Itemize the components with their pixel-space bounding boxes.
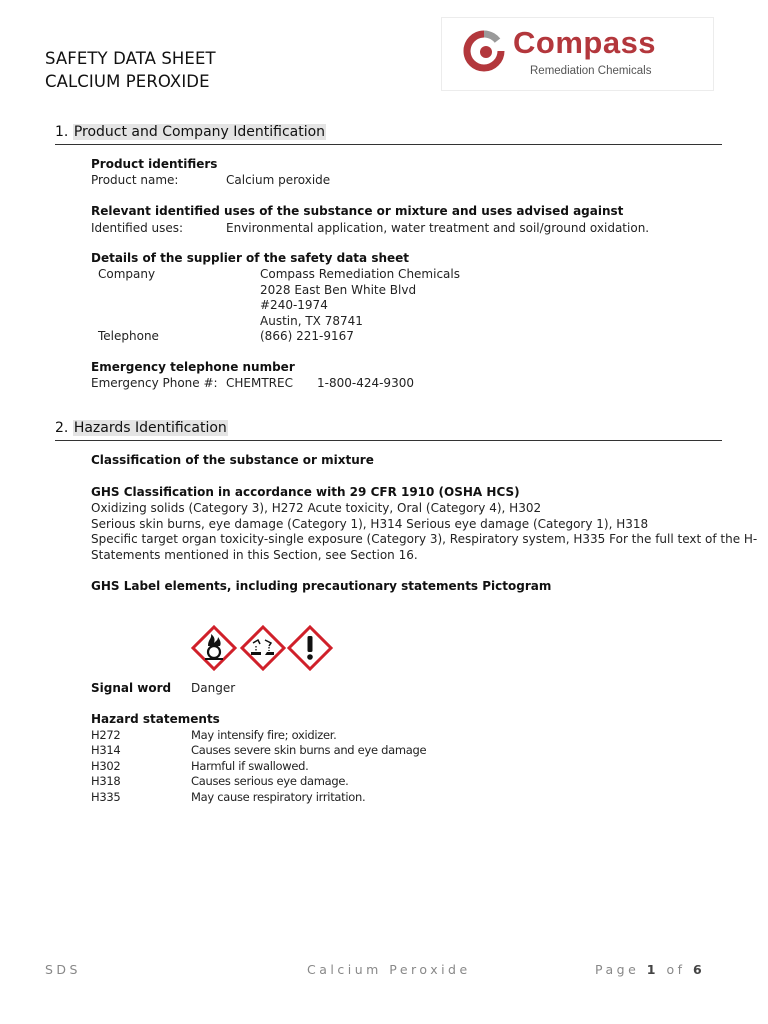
- signal-word-value: Danger: [191, 681, 236, 695]
- identified-uses-label: Identified uses:: [91, 221, 184, 235]
- section-2-heading: [55, 420, 228, 436]
- footer-left: SDS: [45, 962, 81, 977]
- company-name: Compass Remediation Chemicals: [260, 267, 460, 281]
- company-suite: #240-1974: [260, 298, 328, 312]
- signal-word-label: Signal word: [91, 681, 172, 695]
- footer-page-total: 6: [692, 962, 706, 977]
- compass-swirl-icon: [462, 29, 506, 73]
- ghs-line-1: Oxidizing solids (Category 3), H272 Acute toxicity, Oral (Category 4), H302: [91, 501, 542, 515]
- emergency-provider: CHEMTREC: [226, 376, 293, 390]
- company-label: Company: [98, 267, 156, 281]
- hazard-text: May intensify fire; oxidizer.: [191, 728, 337, 742]
- footer-center: Calcium Peroxide: [307, 962, 471, 977]
- footer-page-of: of: [666, 962, 686, 977]
- company-logo: [441, 17, 714, 91]
- exclamation-mark-icon: [287, 625, 333, 671]
- hazard-text: Causes serious eye damage.: [191, 774, 349, 788]
- ghs-classification-heading: GHS Classification in accordance with 29 CFR 1910 (OSHA HCS): [91, 485, 520, 499]
- identified-uses-value: Environmental application, water treatment and soil/ground oxidation.: [226, 221, 650, 235]
- emergency-number: 1-800-424-9300: [317, 376, 414, 390]
- hazard-text: May cause respiratory irritation.: [191, 790, 366, 804]
- hazard-code: H335: [91, 790, 121, 804]
- hazard-code: H318: [91, 774, 121, 788]
- hazard-code: H314: [91, 743, 121, 757]
- emergency-label: Emergency Phone #:: [91, 376, 218, 390]
- footer-page-current: 1: [646, 962, 659, 977]
- company-city: Austin, TX 78741: [260, 314, 363, 328]
- ghs-line-4: Statements mentioned in this Section, see Section 16.: [91, 548, 418, 562]
- ghs-line-3: Specific target organ toxicity-single exposure (Category 3), Respiratory system, H335 For the full text of the H-: [91, 532, 758, 546]
- product-name-value: Calcium peroxide: [226, 173, 331, 187]
- label-elements-heading: GHS Label elements, including precautionary statements Pictogram: [91, 579, 552, 593]
- logo-tagline: Remediation Chemicals: [530, 65, 652, 77]
- hazard-text: Causes severe skin burns and eye damage: [191, 743, 427, 757]
- flame-over-circle-icon: [191, 625, 237, 671]
- telephone-value: (866) 221-9167: [260, 329, 354, 343]
- telephone-label: Telephone: [98, 329, 159, 343]
- emergency-heading: Emergency telephone number: [91, 360, 295, 374]
- company-street: 2028 East Ben White Blvd: [260, 283, 417, 297]
- classification-heading: Classification of the substance or mixture: [91, 453, 374, 467]
- section-2-title: Hazards Identification: [73, 420, 227, 436]
- footer-page-number: [595, 962, 705, 977]
- ghs-line-2: Serious skin burns, eye damage (Category 1), H314 Serious eye damage (Category 1), H318: [91, 517, 649, 531]
- section-1-title: Product and Company Identification: [73, 124, 326, 140]
- section-2-rule: [55, 440, 722, 441]
- product-identifiers-heading: Product identifiers: [91, 157, 218, 171]
- supplier-heading: Details of the supplier of the safety data sheet: [91, 251, 410, 265]
- corrosion-icon: [240, 625, 286, 671]
- section-1-heading: [55, 124, 326, 140]
- section-1-number: 1.: [55, 124, 69, 140]
- identified-uses-heading: Relevant identified uses of the substance or mixture and uses advised against: [91, 204, 624, 218]
- product-name-label: Product name:: [91, 173, 179, 187]
- logo-wordmark: Compass: [513, 25, 657, 60]
- section-1-rule: [55, 144, 722, 145]
- document-title-line-1: SAFETY DATA SHEET: [45, 49, 216, 68]
- hazard-text: Harmful if swallowed.: [191, 759, 309, 773]
- footer-page-word: Page: [595, 962, 640, 977]
- hazard-code: H302: [91, 759, 121, 773]
- hazard-statements-heading: Hazard statements: [91, 712, 220, 726]
- hazard-code: H272: [91, 728, 121, 742]
- section-2-number: 2.: [55, 420, 69, 436]
- document-title-line-2: CALCIUM PEROXIDE: [45, 72, 210, 91]
